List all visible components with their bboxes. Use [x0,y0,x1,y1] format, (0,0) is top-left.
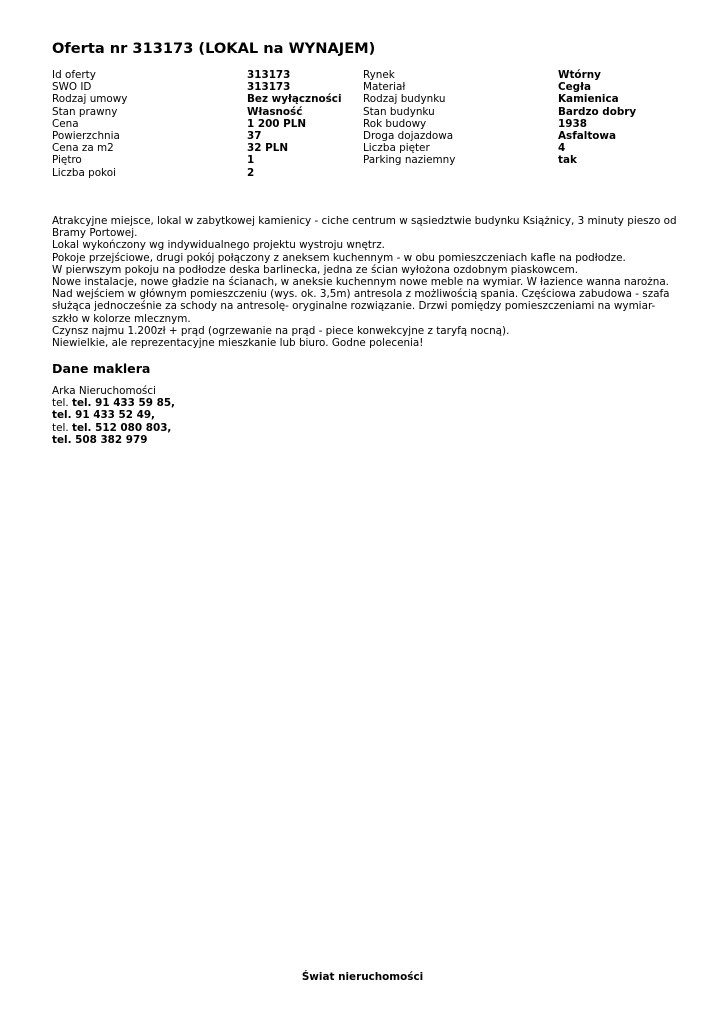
page-title: Oferta nr 313173 (LOKAL na WYNAJEM) [52,40,376,57]
agent-phone-line [52,397,175,409]
table-row [52,106,677,118]
detail-value: 32 PLN [247,142,289,155]
description-paragraph: Niewielkie, ale reprezentacyjne mieszkanie lub biuro. Godne polecenia! [52,337,424,350]
detail-label: Liczba pokoi [52,166,116,179]
table-row [52,130,677,142]
detail-value [558,167,677,179]
detail-value: Bez wyłączności [247,93,342,106]
detail-label: SWO ID [52,81,92,94]
detail-label: Stan prawny [52,105,118,118]
agent-phone: tel. 508 382 979 [52,433,148,446]
detail-label: Cena [52,117,79,130]
detail-value: 313173 [247,69,291,81]
detail-label: Powierzchnia [52,130,120,143]
table-row [52,93,677,105]
table-row [52,81,677,93]
detail-label: Rodzaj budynku [363,93,446,106]
detail-label: Id oferty [52,69,96,81]
detail-value: tak [558,154,577,167]
detail-value: Cegła [558,81,591,94]
detail-value: 2 [247,166,255,179]
agent-phone: tel. 91 433 59 85, [71,397,175,410]
detail-label: Liczba pięter [363,142,430,155]
detail-value: 1938 [558,117,587,130]
description-paragraph: Pokoje przejściowe, drugi pokój połączony z aneksem kuchennym - w obu pomieszczeniach kafle na podłodze. [52,251,626,264]
agent-company: Arka Nieruchomości [52,385,156,397]
detail-value: Bardzo dobry [558,105,637,118]
agent-details [52,385,175,446]
table-row [52,142,677,154]
table-row [52,154,677,166]
offer-description [52,215,677,349]
table-row [52,69,677,81]
detail-label: Stan budynku [363,105,435,118]
description-paragraph: W pierwszym pokoju na podłodze deska barlinecka, jedna ze ścian wyłożona ozdobnym piaskowcem. [52,263,579,276]
detail-value: Własność [247,105,303,118]
detail-value: 313173 [247,81,291,94]
description-paragraph: Atrakcyjne miejsce, lokal w zabytkowej kamienicy - ciche centrum w sąsiedztwie budynku Książnicy, 3 minuty pieszo od Bramy Portowej. [52,215,677,240]
detail-value: Wtórny [558,69,601,81]
description-paragraph: Nad wejściem w głównym pomieszczeniu (wys. ok. 3,5m) antresola z możliwością spania. Częściowa zabudowa - szafa służąca jednocześnie za schody na antresolę- oryginalne rozwiązanie. Drzwi pomiędzy pomieszczeniami na wymiar- szkło w kolorze mlecznym. [52,288,670,325]
page-footer: Świat nieruchomości [301,971,424,983]
detail-label: Cena za m2 [52,142,114,155]
detail-label: Rok budowy [363,117,427,130]
detail-value: 37 [247,130,262,143]
detail-label: Rodzaj umowy [52,93,128,106]
detail-label: Materiał [363,81,406,94]
table-row [52,167,677,179]
detail-value: Kamienica [558,93,619,106]
agent-phone: tel. 512 080 803, [71,421,172,434]
detail-label: Parking naziemny [363,154,456,167]
agent-phone-line [52,434,175,446]
detail-label: Piętro [52,154,82,167]
table-row [52,118,677,130]
phone-prefix: tel. [52,397,69,410]
description-paragraph: Lokal wykończony wg indywidualnego projektu wystroju wnętrz. [52,239,385,252]
description-paragraph: Czynsz najmu 1.200zł + prąd (ogrzewanie na prąd - piece konwekcyjne z taryfą nocną). [52,324,510,337]
detail-value: 4 [558,142,566,155]
detail-label [363,167,558,179]
description-paragraph: Nowe instalacje, nowe gładzie na ścianach, w aneksie kuchennym nowe meble na wymiar. W łazience wanna narożna. [52,276,669,289]
detail-label: Droga dojazdowa [363,130,454,143]
agent-phone-line [52,422,175,434]
agent-phone: tel. 91 433 52 49, [52,409,156,422]
detail-value: Asfaltowa [558,130,617,143]
offer-page [52,0,677,1024]
agent-phone-line [52,409,175,421]
detail-label: Rynek [363,69,395,81]
detail-value: 1 [247,154,255,167]
offer-details-table [52,69,677,179]
agent-section-title: Dane maklera [52,361,151,376]
detail-value: 1 200 PLN [247,117,307,130]
phone-prefix: tel. [52,421,69,434]
